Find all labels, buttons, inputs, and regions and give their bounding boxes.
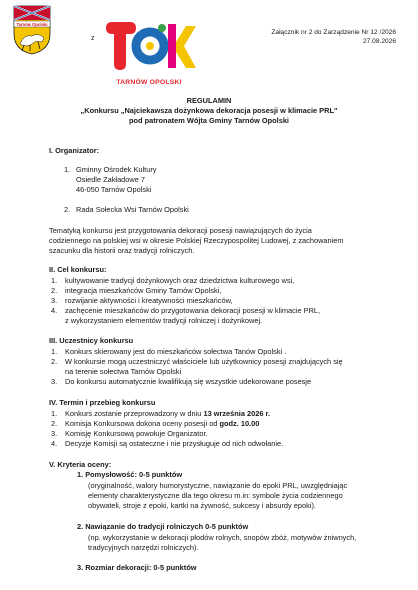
participant-item-3-number: 3. [51, 377, 58, 386]
crest-text: Tarnów Opolski [16, 22, 48, 27]
criterion-2-line-2: tradycyjnych narzędzi rolniczych). [88, 543, 199, 552]
organizer-item-2 [64, 205, 376, 215]
schedule-item-1 [51, 409, 376, 419]
logo-caption: TARNÓW OPOLSKI [116, 79, 182, 86]
organizer-item-2-number: 2. [64, 205, 71, 214]
participant-item-1-text: Konkurs skierowany jest do mieszkańców sołectwa Tanów Opolski . [65, 347, 287, 356]
doc-subtitle: „Konkursu „Najciekawsza dożynkowa dekoracja posesji w klimacie PRL" [80, 106, 338, 115]
participant-item-1 [51, 347, 376, 357]
criterion-1-line-2: elementy charakterystyczne dla tego okresu m.in: symbole życia codziennego [88, 491, 343, 500]
participant-item-3-text: Do konkursu automatycznie kwalifikują się wszystkie udekorowane posesje [65, 377, 312, 386]
section-criteria-heading: V. Kryteria oceny: [49, 460, 112, 469]
annex-note [216, 28, 396, 46]
goal-item-4 [51, 306, 376, 316]
participant-item-2-cont: na terenie sołectwa Tarnów Opolski [65, 367, 182, 376]
participant-item-1-number: 1. [51, 347, 58, 356]
schedule-date: 13 września 2026 r. [203, 409, 271, 418]
goal-item-3-number: 3. [51, 296, 58, 305]
criterion-1-heading: 1. Pomysłowość: 0-5 punktów [77, 470, 183, 479]
annex-date: 27.08.2026 [362, 38, 396, 45]
organizer-item-1-line-2: Osiedle Zakładowe 7 [76, 175, 146, 184]
criterion-2-heading: 2. Nawiązanie do tradycji rolniczych 0-5 punktów [77, 522, 249, 531]
organizer-item-1-number: 1. [64, 165, 71, 174]
schedule-time: godz. 10.00 [219, 419, 260, 428]
theme-line-2: codziennego na polskiej wsi w okresie Polskiej Rzeczypospolitej Ludowej, z zachowaniem [49, 236, 344, 245]
goal-item-1 [51, 276, 376, 286]
goal-item-2 [51, 286, 376, 296]
schedule-item-1-number: 1. [51, 409, 58, 418]
goal-item-4-number: 4. [51, 306, 58, 315]
organizer-item-2-text: Rada Sołecka Wsi Tarnów Opolski [76, 205, 189, 214]
schedule-item-2 [51, 419, 376, 429]
goal-item-3-text: rozwijanie aktywności i kreatywności mieszkańców, [65, 296, 233, 305]
goal-item-1-number: 1. [51, 276, 58, 285]
criterion-3-heading: 3. Rozmiar dekoracji: 0-5 punktów [77, 563, 197, 572]
goal-item-2-number: 2. [51, 286, 58, 295]
schedule-item-2-text: Komisja Konkursowa dokona oceny posesji od [65, 419, 220, 428]
doc-title: REGULAMIN [186, 96, 232, 105]
section-goals-heading: II. Cel konkursu: [49, 265, 107, 274]
participant-item-2 [51, 357, 376, 367]
schedule-item-4 [51, 439, 376, 449]
goal-item-4-cont: z wykorzystaniem elementów tradycji rolniczej i dożynkowej. [65, 316, 263, 325]
participant-item-2-text: W konkursie mogą uczestniczyć właściciele lub użytkownicy posesji znajdujących się [65, 357, 343, 366]
participant-item-3 [51, 377, 376, 387]
annex-line-1: Załącznik nr 2 do Zarządzenie Nr 12 /2026 [271, 29, 396, 36]
goal-item-3 [51, 296, 376, 306]
criterion-1-line-3: obywateli, stroje z epoki, kartki na żywność, sukcesy i absurdy epoki). [88, 501, 316, 510]
organizer-item-1 [64, 165, 376, 175]
section-schedule-heading: IV. Termin i przebieg konkursu [49, 398, 156, 407]
schedule-item-3-text: Komisję Konkursową powołuje Organizator. [65, 429, 208, 438]
section-organizer-heading: I. Organizator: [49, 146, 100, 155]
participant-item-2-number: 2. [51, 357, 58, 366]
schedule-item-4-number: 4. [51, 439, 58, 448]
organizer-item-1-line-3: 46-050 Tarnów Opolski [76, 185, 152, 194]
theme-line-3: szacunku dla historii oraz tradycji rolniczych. [49, 246, 195, 255]
schedule-item-4-text: Decyzje Komisji są ostateczne i nie przysługuje od nich odwołanie. [65, 439, 284, 448]
municipality-crest [12, 4, 52, 56]
organizer-item-1-line-1: Gminny Ośrodek Kultury [76, 165, 157, 174]
tarnow-logo [102, 20, 198, 74]
theme-line-1: Tematyką konkursu jest przygotowania dekoracji posesji nawiązujących do życia [49, 226, 312, 235]
criterion-1-line-1: (oryginalność, walory humorystyczne, nawiązanie do epoki PRL, uwzględniając [88, 481, 348, 490]
section-participants-heading: III. Uczestnicy konkursu [49, 336, 134, 345]
schedule-item-3-number: 3. [51, 429, 58, 438]
doc-patronage: pod patronatem Wójta Gminy Tarnów Opolski [128, 116, 289, 125]
goal-item-4-text: zachęcenie mieszkańców do przygotowania dekoracji posesji w klimacie PRL, [65, 306, 321, 315]
goal-item-1-text: kultywowanie tradycji dożynkowych oraz dziedzictwa kulturowego wsi, [65, 276, 295, 285]
schedule-item-2-number: 2. [51, 419, 58, 428]
criterion-2-line-1: (np. wykorzystanie w dekoracji płodów rolnych, snopów zbóż, motywów żniwnych, [88, 533, 357, 542]
schedule-item-3 [51, 429, 376, 439]
goal-item-2-text: integracja mieszkańców Gminy Tarnów Opolski, [65, 286, 222, 295]
schedule-item-1-text: Konkurs zostanie przeprowadzony w dniu [65, 409, 204, 418]
z-label: z [91, 35, 95, 42]
